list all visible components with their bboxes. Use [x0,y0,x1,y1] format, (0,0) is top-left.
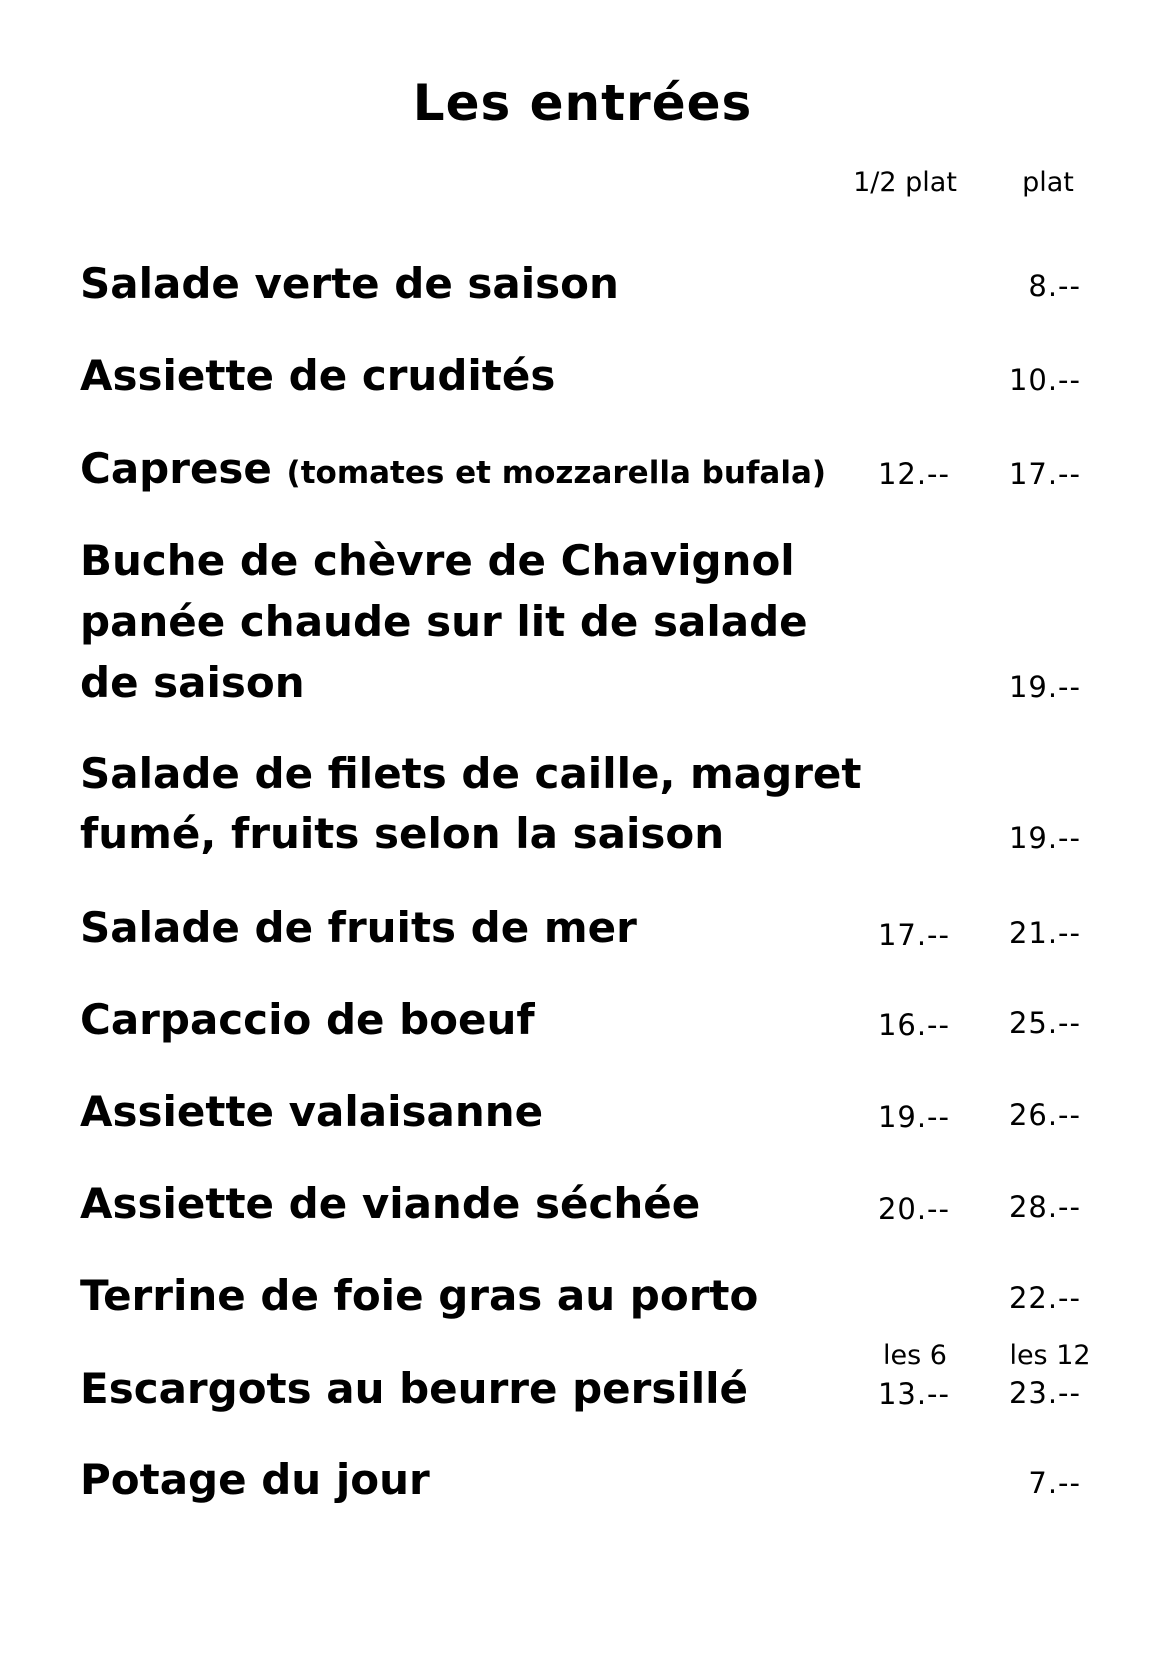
portion-label-full: les 12 [1009,1340,1091,1371]
price-full: 19.-- [1008,821,1081,855]
dish-name: Carpaccio de boeuf [80,995,535,1044]
price-full: 28.-- [1008,1190,1081,1224]
dish-name-line-1: Buche de chèvre de Chavignol [80,536,795,585]
price-half: 19.-- [877,1100,950,1134]
price-full: 17.-- [1008,457,1081,491]
dish-name: Salade verte de saison [80,259,619,308]
dish-name: Escargots au beurre persillé [80,1364,749,1413]
dish-name: Assiette valaisanne [80,1087,544,1136]
price-full: 10.-- [1008,363,1081,397]
dish-name [80,437,840,505]
price-full: 21.-- [1008,916,1081,950]
price-half: 13.-- [877,1377,950,1411]
dish-name-main: Caprese [80,444,272,493]
price-half: 17.-- [877,918,950,952]
price-half: 12.-- [877,457,950,491]
dish-name: Potage du jour [80,1455,430,1504]
dish-name-line-3: de saison [80,658,305,707]
dish-name: Assiette de viande séchée [80,1179,701,1228]
price-full: 22.-- [1008,1281,1081,1315]
portion-label-half: les 6 [883,1340,947,1371]
dish-name-line-1: Salade de filets de caille, magret [80,749,862,798]
dish-name: Assiette de crudités [80,351,556,400]
price-half: 20.-- [877,1192,950,1226]
price-full: 23.-- [1008,1376,1081,1410]
price-full: 7.-- [1028,1466,1081,1500]
dish-name-line-2: panée chaude sur lit de salade [80,597,808,646]
column-header-half-portion: 1/2 plat [853,167,957,198]
dish-name: Terrine de foie gras au porto [80,1271,759,1320]
price-full: 19.-- [1008,670,1081,704]
price-full: 25.-- [1008,1006,1081,1040]
dish-note: (tomates et mozzarella bufala) [286,455,827,491]
price-half: 16.-- [877,1008,950,1042]
page-title: Les entrées [412,74,753,132]
price-full: 8.-- [1028,269,1081,303]
dish-name: Salade de fruits de mer [80,903,637,952]
dish-name-line-2: fumé, fruits selon la saison [80,809,725,858]
column-header-full-portion: plat [1022,167,1074,198]
price-full: 26.-- [1008,1098,1081,1132]
